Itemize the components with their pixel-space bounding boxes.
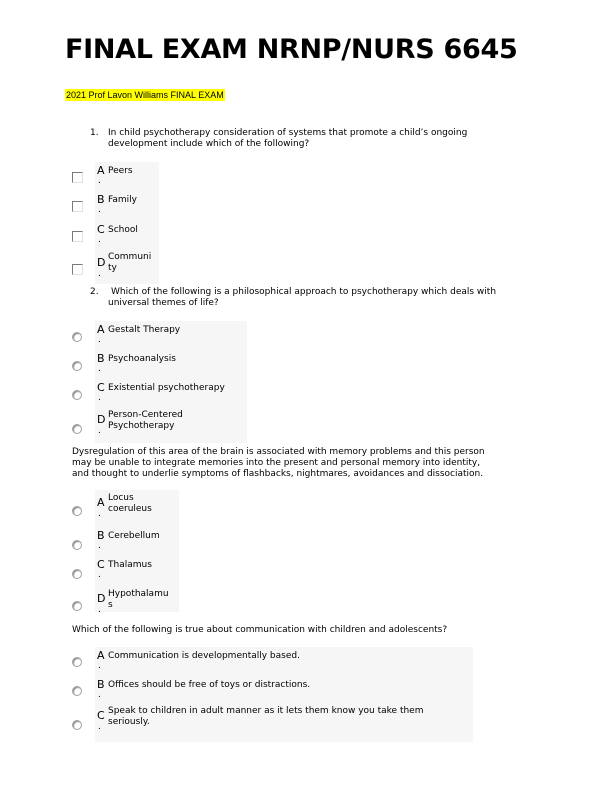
page-title: FINAL EXAM NRNP/NURS 6645 xyxy=(65,34,518,65)
question-3-text: Dysregulation of this area of the brain is associated with memory problems and this person may be unable to integrate memories into the present and personal memory into identity, and thought to underlie symptoms of flashbacks, nightmares, avoidances and dissociation. xyxy=(72,447,485,479)
exam-subtitle: 2021 Prof Lavon Williams FINAL EXAM xyxy=(66,90,224,100)
question-4-text: Which of the following is true about communication with children and adolescents? xyxy=(72,625,448,635)
question-1-option-b-checkbox[interactable] xyxy=(72,201,83,212)
question-2-text: Which of the following is a philosophical approach to psychotherapy which deals with universal themes of life? xyxy=(108,287,497,308)
question-4-option-a-radio[interactable] xyxy=(72,657,82,667)
question-2-number: 2. xyxy=(90,287,99,297)
question-4-option-b-radio[interactable] xyxy=(72,686,82,696)
question-3-option-c-radio[interactable] xyxy=(72,569,82,579)
question-1-option-d-checkbox[interactable] xyxy=(72,264,83,275)
question-1-option-a-checkbox[interactable] xyxy=(72,172,83,183)
question-1-number: 1. xyxy=(90,128,99,138)
question-4-option-c-radio[interactable] xyxy=(72,720,82,730)
question-1-text: In child psychotherapy consideration of systems that promote a child’s ongoing development include which of the following? xyxy=(108,128,468,149)
question-2-option-a-radio[interactable] xyxy=(72,332,82,342)
question-2-option-c-radio[interactable] xyxy=(72,390,82,400)
question-1-option-c-checkbox[interactable] xyxy=(72,231,83,242)
question-3-option-b-radio[interactable] xyxy=(72,540,82,550)
question-3-option-d-radio[interactable] xyxy=(72,601,82,611)
question-2-option-b-radio[interactable] xyxy=(72,361,82,371)
question-3-option-a-radio[interactable] xyxy=(72,506,82,516)
question-2-option-d-radio[interactable] xyxy=(72,424,82,434)
